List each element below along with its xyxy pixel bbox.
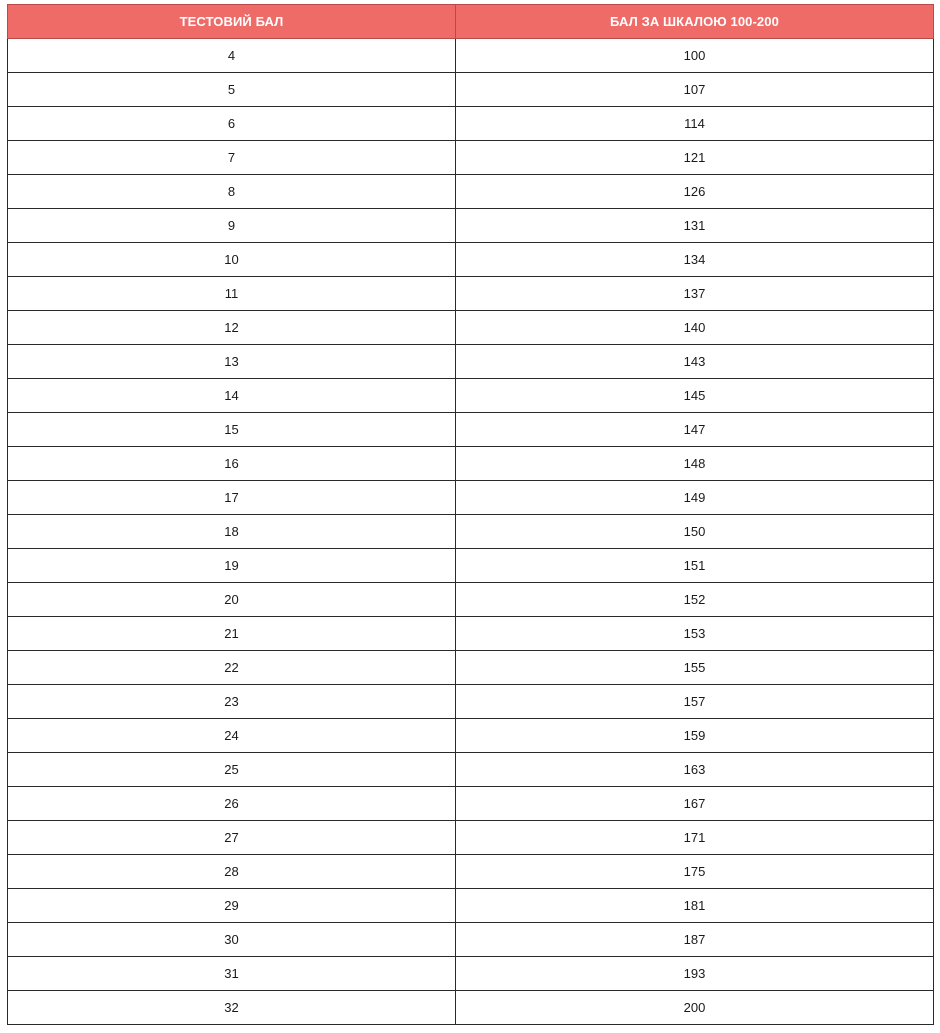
table-row [8, 957, 934, 991]
test-score-cell: 17 [8, 481, 456, 515]
test-score-cell: 13 [8, 345, 456, 379]
test-score-cell: 10 [8, 243, 456, 277]
test-score-cell: 20 [8, 583, 456, 617]
table-row [8, 481, 934, 515]
table-row [8, 141, 934, 175]
test-score-cell: 18 [8, 515, 456, 549]
test-score-cell: 31 [8, 957, 456, 991]
table-row [8, 685, 934, 719]
test-score-cell: 7 [8, 141, 456, 175]
scaled-score-cell: 150 [456, 515, 934, 549]
scaled-score-cell: 137 [456, 277, 934, 311]
test-score-cell: 26 [8, 787, 456, 821]
scaled-score-cell: 121 [456, 141, 934, 175]
test-score-cell: 12 [8, 311, 456, 345]
test-score-cell: 11 [8, 277, 456, 311]
table-row [8, 583, 934, 617]
scaled-score-cell: 143 [456, 345, 934, 379]
test-score-cell: 28 [8, 855, 456, 889]
table-row [8, 617, 934, 651]
scaled-score-cell: 181 [456, 889, 934, 923]
scaled-score-cell: 134 [456, 243, 934, 277]
table-row [8, 379, 934, 413]
scaled-score-cell: 100 [456, 39, 934, 73]
scaled-score-cell: 175 [456, 855, 934, 889]
table-row [8, 719, 934, 753]
table-row [8, 107, 934, 141]
table-row [8, 277, 934, 311]
test-score-cell: 8 [8, 175, 456, 209]
scaled-score-cell: 147 [456, 413, 934, 447]
table-row [8, 821, 934, 855]
table-row [8, 787, 934, 821]
table-row [8, 447, 934, 481]
scaled-score-cell: 140 [456, 311, 934, 345]
table-row [8, 209, 934, 243]
scaled-score-cell: 126 [456, 175, 934, 209]
test-score-cell: 24 [8, 719, 456, 753]
score-conversion-table-container [7, 4, 933, 1025]
table-row [8, 515, 934, 549]
table-header-row [8, 5, 934, 39]
scaled-score-cell: 152 [456, 583, 934, 617]
test-score-cell: 6 [8, 107, 456, 141]
test-score-cell: 22 [8, 651, 456, 685]
table-row [8, 39, 934, 73]
test-score-cell: 19 [8, 549, 456, 583]
scaled-score-cell: 148 [456, 447, 934, 481]
test-score-cell: 14 [8, 379, 456, 413]
header-scaled-score: БАЛ ЗА ШКАЛОЮ 100-200 [456, 5, 934, 39]
scaled-score-cell: 107 [456, 73, 934, 107]
scaled-score-cell: 163 [456, 753, 934, 787]
test-score-cell: 4 [8, 39, 456, 73]
test-score-cell: 15 [8, 413, 456, 447]
table-row [8, 651, 934, 685]
test-score-cell: 5 [8, 73, 456, 107]
scaled-score-cell: 193 [456, 957, 934, 991]
scaled-score-cell: 167 [456, 787, 934, 821]
scaled-score-cell: 200 [456, 991, 934, 1025]
test-score-cell: 30 [8, 923, 456, 957]
table-body [8, 39, 934, 1025]
table-row [8, 311, 934, 345]
test-score-cell: 29 [8, 889, 456, 923]
table-row [8, 73, 934, 107]
header-test-score: ТЕСТОВИЙ БАЛ [8, 5, 456, 39]
table-row [8, 753, 934, 787]
scaled-score-cell: 131 [456, 209, 934, 243]
table-row [8, 243, 934, 277]
test-score-cell: 16 [8, 447, 456, 481]
scaled-score-cell: 155 [456, 651, 934, 685]
scaled-score-cell: 157 [456, 685, 934, 719]
scaled-score-cell: 151 [456, 549, 934, 583]
table-row [8, 345, 934, 379]
table-row [8, 889, 934, 923]
test-score-cell: 25 [8, 753, 456, 787]
scaled-score-cell: 145 [456, 379, 934, 413]
score-conversion-table [7, 4, 934, 1025]
test-score-cell: 9 [8, 209, 456, 243]
table-row [8, 413, 934, 447]
table-row [8, 991, 934, 1025]
scaled-score-cell: 153 [456, 617, 934, 651]
test-score-cell: 27 [8, 821, 456, 855]
scaled-score-cell: 159 [456, 719, 934, 753]
scaled-score-cell: 114 [456, 107, 934, 141]
scaled-score-cell: 171 [456, 821, 934, 855]
table-row [8, 175, 934, 209]
test-score-cell: 21 [8, 617, 456, 651]
table-row [8, 549, 934, 583]
scaled-score-cell: 187 [456, 923, 934, 957]
scaled-score-cell: 149 [456, 481, 934, 515]
test-score-cell: 32 [8, 991, 456, 1025]
test-score-cell: 23 [8, 685, 456, 719]
table-row [8, 855, 934, 889]
table-row [8, 923, 934, 957]
